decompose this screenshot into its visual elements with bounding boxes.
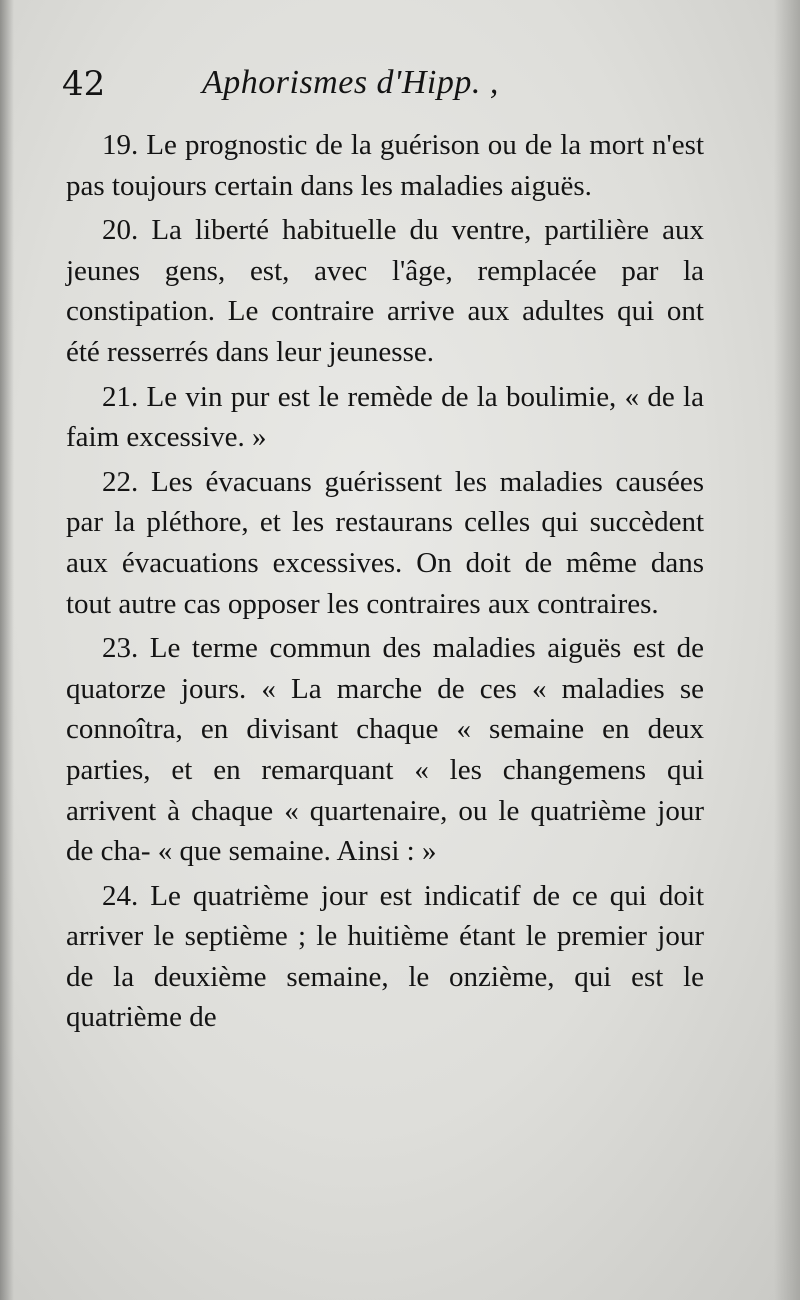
aphorism-22: 22. Les évacuans guérissent les maladies causées par la pléthore, et les restaurans celles qui succèdent aux évacuations excessives. On doit de même dans tout autre cas opposer les contraires aux contraires.	[66, 465, 704, 620]
page-number: 42	[62, 64, 106, 104]
page-body	[66, 125, 704, 1042]
aphorism-21: 21. Le vin pur est le remède de la boulimie, « de la faim excessive. »	[66, 380, 704, 454]
aphorism-23: 23. Le terme commun des maladies aiguës est de quatorze jours. « La marche de ces « maladies se connoîtra, en divisant chaque « semaine en deux parties, et en remarquant « les changemens qui arrivent à chaque « quartenaire, ou le quatrième jour de cha- « que semaine. Ainsi : »	[66, 632, 704, 868]
aphorism-19: 19. Le prognostic de la guérison ou de la mort n'est pas toujours certain dans les maladies aiguës.	[66, 129, 704, 202]
running-head	[62, 64, 702, 114]
aphorism-20: 20. La liberté habituelle du ventre, partilière aux jeunes gens, est, avec l'âge, remplacée par la constipation. Le contraire arrive aux adultes qui ont été resserrés dans leur jeunesse.	[66, 214, 704, 368]
running-title: Aphorismes d'Hipp. ,	[202, 64, 499, 101]
aphorism-24: 24. Le quatrième jour est indicatif de ce qui doit arriver le septième ; le huitième étant le premier jour de la deuxième semaine, le onzième, qui est le quatrième de	[66, 879, 704, 1034]
